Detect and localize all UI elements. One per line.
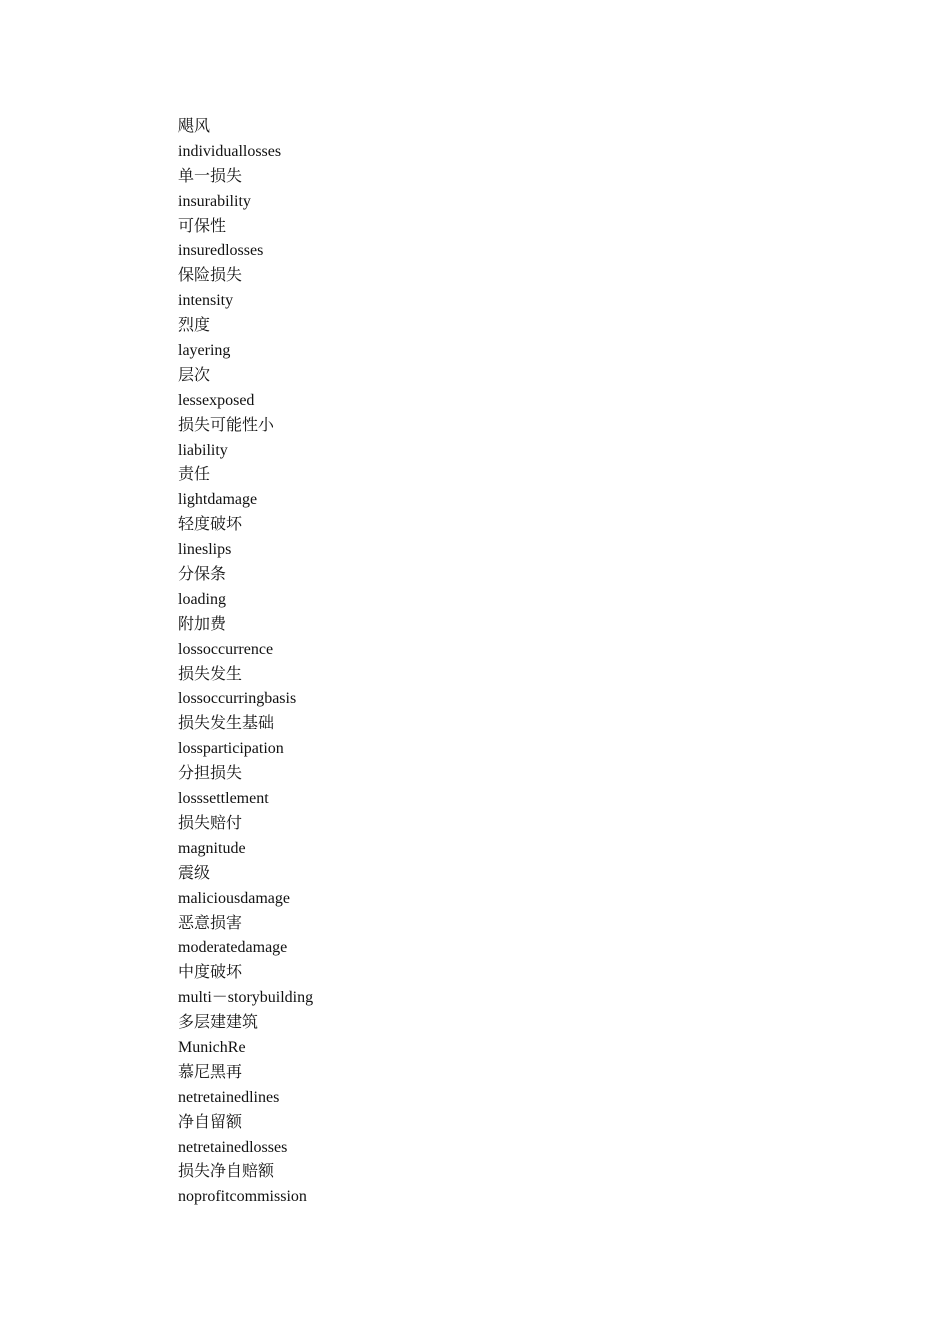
glossary-line: lossoccurrence	[178, 640, 274, 658]
glossary-line: noprofitcommission	[178, 1188, 307, 1206]
glossary-line: multi－storybuilding	[178, 989, 314, 1007]
glossary-line: 慕尼黑再	[178, 1063, 243, 1081]
glossary-line: 多层建建筑	[178, 1014, 259, 1032]
glossary-line: insurability	[178, 192, 251, 210]
glossary-line: 责任	[178, 466, 211, 484]
glossary-line: lessexposed	[178, 391, 255, 409]
glossary-line: losssettlement	[178, 790, 269, 808]
glossary-line: intensity	[178, 292, 234, 310]
glossary-line: netretainedlosses	[178, 1138, 288, 1156]
glossary-line: lossoccurringbasis	[178, 690, 297, 708]
glossary-line: 附加费	[178, 615, 227, 633]
glossary-line: 净自留额	[178, 1113, 243, 1131]
glossary-line: 分保条	[178, 566, 227, 584]
glossary-line: moderatedamage	[178, 939, 288, 957]
glossary-term-list	[178, 115, 313, 1210]
glossary-line: 飓风	[178, 118, 211, 135]
glossary-line: maliciousdamage	[178, 889, 290, 907]
glossary-line: 恶意损害	[178, 914, 243, 932]
glossary-line: lineslips	[178, 541, 232, 559]
glossary-line: 中度破坏	[178, 964, 243, 982]
glossary-line: 分担损失	[178, 765, 243, 783]
glossary-line: individuallosses	[178, 142, 282, 160]
glossary-line: magnitude	[178, 839, 246, 857]
glossary-line: lossparticipation	[178, 740, 284, 758]
glossary-line: 层次	[178, 366, 211, 384]
glossary-line: 损失净自赔额	[178, 1163, 275, 1181]
glossary-line: insuredlosses	[178, 242, 264, 260]
glossary-line: netretainedlines	[178, 1088, 280, 1106]
glossary-line: 损失赔付	[178, 814, 243, 832]
glossary-line: 单一损失	[178, 167, 243, 185]
glossary-line: 烈度	[178, 317, 211, 335]
glossary-line: liability	[178, 441, 228, 459]
glossary-line: layering	[178, 342, 231, 360]
glossary-line: 轻度破坏	[178, 516, 243, 534]
glossary-line: loading	[178, 590, 226, 608]
glossary-line: MunichRe	[178, 1038, 246, 1056]
glossary-line: 损失可能性小	[178, 416, 275, 434]
glossary-line: lightdamage	[178, 491, 258, 509]
glossary-line: 保险损失	[178, 267, 243, 285]
glossary-line: 损失发生基础	[178, 715, 275, 733]
glossary-line: 可保性	[178, 217, 227, 235]
glossary-line: 震级	[178, 864, 211, 882]
glossary-line: 损失发生	[178, 665, 243, 683]
